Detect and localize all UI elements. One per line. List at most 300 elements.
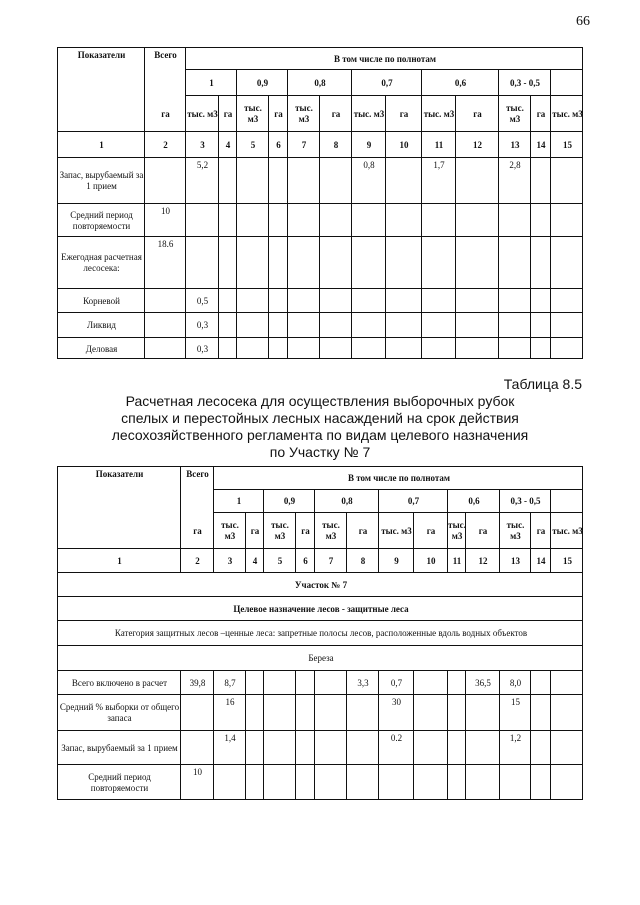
header-thous-m3: тыс. м3 bbox=[322, 520, 340, 541]
data-cell bbox=[531, 313, 551, 338]
grid-line bbox=[351, 312, 352, 337]
grid-line bbox=[413, 730, 414, 764]
header-ha: га bbox=[250, 525, 260, 536]
grid-line bbox=[385, 312, 386, 337]
caption-line: по Участку № 7 bbox=[269, 444, 371, 460]
grid-line bbox=[413, 694, 414, 730]
data-cell bbox=[347, 731, 379, 765]
data-cell bbox=[551, 765, 584, 801]
data-cell bbox=[422, 338, 456, 360]
data-cell bbox=[456, 237, 499, 289]
data-cell bbox=[296, 731, 315, 765]
row-label: Деловая bbox=[85, 343, 118, 354]
data-cell bbox=[237, 289, 269, 313]
grid-line bbox=[346, 764, 347, 800]
column-number: 3 bbox=[227, 555, 233, 566]
data-cell bbox=[237, 158, 269, 204]
data-cell bbox=[246, 695, 264, 731]
row-label: Средний % выборки от общего запаса bbox=[59, 702, 180, 723]
grid-line bbox=[180, 730, 181, 764]
grid-line bbox=[236, 203, 237, 236]
grid-line bbox=[421, 203, 422, 236]
grid-line bbox=[185, 236, 186, 288]
header-ha: га bbox=[193, 525, 202, 536]
data-cell bbox=[269, 158, 288, 204]
column-number: 7 bbox=[328, 555, 334, 566]
data-cell bbox=[414, 671, 448, 695]
grid-line bbox=[351, 288, 352, 312]
data-cell bbox=[352, 338, 386, 360]
column-number: 8 bbox=[333, 139, 339, 150]
grid-line bbox=[319, 157, 320, 203]
header-thous-m3: тыс. м3 bbox=[353, 108, 385, 119]
header-density: 0,9 bbox=[256, 77, 269, 88]
grid-line bbox=[530, 312, 531, 337]
header-thous-m3: тыс. м3 bbox=[423, 108, 455, 119]
grid-line bbox=[319, 312, 320, 337]
data-cell bbox=[456, 158, 499, 204]
grid-line bbox=[499, 730, 500, 764]
data-cell bbox=[551, 695, 584, 731]
data-cell bbox=[219, 338, 237, 360]
data-cell: 16 bbox=[225, 697, 235, 707]
header-density: 1 bbox=[209, 77, 214, 88]
grid-line bbox=[185, 337, 186, 359]
grid-line bbox=[530, 157, 531, 203]
grid-line bbox=[385, 157, 386, 203]
header-thous-m3: тыс. м3 bbox=[506, 520, 525, 541]
grid-line bbox=[498, 337, 499, 359]
header-thous-m3: тыс. м3 bbox=[506, 103, 524, 124]
grid-line bbox=[144, 157, 145, 203]
column-number: 9 bbox=[394, 555, 399, 566]
grid-line bbox=[499, 764, 500, 800]
data-cell: 1,7 bbox=[433, 160, 445, 170]
grid-line bbox=[385, 236, 386, 288]
grid-line bbox=[465, 670, 466, 694]
grid-line bbox=[295, 764, 296, 800]
data-cell bbox=[288, 338, 320, 360]
data-cell bbox=[237, 338, 269, 360]
header-thous-m3: тыс. м3 bbox=[271, 520, 289, 541]
grid-line bbox=[236, 236, 237, 288]
data-cell bbox=[320, 158, 352, 204]
data-cell bbox=[288, 237, 320, 289]
grid-line bbox=[530, 764, 531, 800]
data-cell bbox=[237, 237, 269, 289]
data-cell bbox=[264, 671, 296, 695]
data-cell bbox=[269, 237, 288, 289]
grid-line bbox=[455, 288, 456, 312]
grid-line bbox=[287, 312, 288, 337]
column-number: 7 bbox=[301, 139, 307, 150]
header-indicators: Показатели bbox=[77, 50, 126, 60]
column-number: 13 bbox=[510, 139, 520, 150]
data-cell bbox=[414, 765, 448, 801]
grid-line bbox=[550, 288, 551, 312]
data-cell bbox=[531, 695, 551, 731]
header-density: 0,6 bbox=[454, 77, 467, 88]
section-row: Участок № 7 bbox=[294, 579, 348, 590]
caption-line: спелых и перестойных лесных насаждений на срок действия bbox=[121, 410, 519, 426]
data-cell bbox=[386, 237, 422, 289]
data-cell bbox=[531, 204, 551, 237]
grid-line bbox=[498, 236, 499, 288]
column-number: 14 bbox=[536, 555, 546, 566]
grid-line bbox=[268, 337, 269, 359]
table-2 bbox=[57, 466, 583, 800]
grid-line bbox=[550, 694, 551, 730]
section-row: Категория защитных лесов –ценные леса: запретные полосы лесов, расположенные вдоль водных объектов bbox=[114, 628, 528, 638]
data-cell bbox=[186, 237, 219, 289]
data-cell bbox=[186, 204, 219, 237]
data-cell bbox=[531, 237, 551, 289]
data-cell bbox=[551, 237, 584, 289]
data-cell bbox=[456, 289, 499, 313]
grid-line bbox=[185, 157, 186, 203]
data-cell bbox=[531, 338, 551, 360]
data-cell bbox=[320, 204, 352, 237]
column-number: 9 bbox=[366, 139, 372, 150]
grid-line bbox=[236, 312, 237, 337]
grid-line bbox=[218, 157, 219, 203]
data-cell bbox=[237, 313, 269, 338]
data-cell: 0,3 bbox=[196, 320, 209, 330]
grid-line bbox=[268, 236, 269, 288]
grid-line bbox=[236, 288, 237, 312]
grid-line bbox=[550, 312, 551, 337]
data-cell bbox=[551, 313, 584, 338]
grid-line bbox=[498, 203, 499, 236]
header-by-density: В том числе по полнотам bbox=[333, 53, 437, 64]
grid-line bbox=[413, 670, 414, 694]
data-cell bbox=[386, 313, 422, 338]
data-cell bbox=[296, 695, 315, 731]
data-cell bbox=[219, 289, 237, 313]
column-number: 1 bbox=[117, 555, 122, 566]
data-cell bbox=[422, 289, 456, 313]
grid-line bbox=[550, 157, 551, 203]
header-ha: га bbox=[399, 108, 409, 119]
grid-line bbox=[499, 670, 500, 694]
row-label: Ежегодная расчетная лесосека: bbox=[61, 252, 142, 273]
grid-line bbox=[530, 203, 531, 236]
data-cell bbox=[499, 338, 531, 360]
data-cell bbox=[288, 158, 320, 204]
grid-line bbox=[378, 764, 379, 800]
section-row: Целевое назначение лесов - защитные леса bbox=[233, 603, 409, 614]
data-cell bbox=[422, 237, 456, 289]
data-cell bbox=[448, 765, 466, 801]
header-thous-m3: тыс. м3 bbox=[381, 525, 412, 536]
header-density: 0,8 bbox=[341, 496, 353, 506]
caption-line: лесохозяйственного регламента по видам целевого назначения bbox=[111, 427, 529, 443]
grid-line bbox=[378, 730, 379, 764]
header-ha: га bbox=[358, 525, 368, 536]
grid-line bbox=[314, 730, 315, 764]
grid-line bbox=[530, 236, 531, 288]
column-number: 11 bbox=[434, 139, 444, 150]
data-cell bbox=[246, 731, 264, 765]
data-cell bbox=[296, 671, 315, 695]
header-ha: га bbox=[473, 108, 482, 119]
grid-line bbox=[263, 670, 264, 694]
data-cell bbox=[145, 313, 186, 338]
header-thous-m3: тыс. м3 bbox=[295, 103, 313, 124]
data-cell bbox=[237, 204, 269, 237]
data-cell: 0,3 bbox=[196, 343, 209, 354]
grid-line bbox=[530, 288, 531, 312]
grid-line bbox=[447, 694, 448, 730]
data-cell bbox=[466, 695, 500, 731]
grid-line bbox=[319, 288, 320, 312]
data-cell bbox=[466, 731, 500, 765]
grid-line bbox=[351, 236, 352, 288]
grid-line bbox=[351, 203, 352, 236]
header-density: 0,7 bbox=[407, 496, 420, 506]
grid-line bbox=[498, 288, 499, 312]
grid-line bbox=[465, 730, 466, 764]
header-indicators: Показатели bbox=[95, 469, 144, 479]
data-cell bbox=[531, 765, 551, 801]
data-cell: 10 bbox=[193, 767, 202, 777]
data-cell: 1,2 bbox=[509, 733, 522, 743]
grid-line bbox=[385, 288, 386, 312]
data-cell bbox=[315, 765, 347, 801]
section-row: Береза bbox=[308, 653, 334, 663]
data-cell: 18.6 bbox=[157, 239, 174, 249]
grid-line bbox=[499, 694, 500, 730]
grid-line bbox=[180, 694, 181, 730]
header-thous-m3: тыс. м3 bbox=[187, 108, 218, 119]
data-cell bbox=[386, 289, 422, 313]
data-cell bbox=[347, 695, 379, 731]
grid-line bbox=[218, 203, 219, 236]
grid-line bbox=[287, 203, 288, 236]
grid-line bbox=[351, 157, 352, 203]
column-number: 12 bbox=[478, 555, 488, 566]
column-number: 15 bbox=[563, 555, 572, 566]
data-cell bbox=[531, 671, 551, 695]
header-thous-m3: тыс. м3 bbox=[552, 525, 583, 536]
row-label: Всего включено в расчет bbox=[71, 677, 168, 688]
grid-line bbox=[550, 670, 551, 694]
data-cell bbox=[531, 289, 551, 313]
header-density: 1 bbox=[236, 496, 242, 506]
data-cell bbox=[448, 671, 466, 695]
data-cell bbox=[499, 204, 531, 237]
data-cell bbox=[320, 313, 352, 338]
grid-line bbox=[268, 312, 269, 337]
data-cell bbox=[219, 313, 237, 338]
grid-line bbox=[185, 312, 186, 337]
grid-line bbox=[550, 764, 551, 800]
column-number: 15 bbox=[563, 139, 572, 150]
grid-line bbox=[185, 288, 186, 312]
grid-line bbox=[263, 764, 264, 800]
grid-line bbox=[218, 236, 219, 288]
data-cell bbox=[347, 765, 379, 801]
table-caption bbox=[60, 393, 580, 461]
grid-line bbox=[319, 236, 320, 288]
data-cell bbox=[320, 338, 352, 360]
grid-line bbox=[319, 203, 320, 236]
grid-line bbox=[287, 288, 288, 312]
data-cell bbox=[288, 313, 320, 338]
grid-line bbox=[213, 694, 214, 730]
grid-line bbox=[530, 337, 531, 359]
grid-line bbox=[455, 312, 456, 337]
data-cell bbox=[386, 338, 422, 360]
data-cell bbox=[352, 313, 386, 338]
grid-line bbox=[455, 337, 456, 359]
data-cell bbox=[466, 765, 500, 801]
data-cell bbox=[422, 313, 456, 338]
data-cell bbox=[448, 731, 466, 765]
grid-line bbox=[180, 670, 181, 694]
grid-line bbox=[263, 730, 264, 764]
grid-line bbox=[144, 288, 145, 312]
grid-line bbox=[245, 730, 246, 764]
grid-line bbox=[245, 694, 246, 730]
grid-line bbox=[465, 694, 466, 730]
data-cell: 39,8 bbox=[189, 677, 206, 688]
data-cell: 2,8 bbox=[509, 160, 521, 170]
data-cell bbox=[456, 204, 499, 237]
grid-line bbox=[498, 157, 499, 203]
data-cell bbox=[219, 158, 237, 204]
grid-line bbox=[455, 203, 456, 236]
grid-line bbox=[351, 337, 352, 359]
header-density: 0,7 bbox=[381, 77, 393, 88]
column-number: 5 bbox=[277, 555, 283, 566]
grid-line bbox=[346, 730, 347, 764]
grid-line bbox=[295, 694, 296, 730]
header-ha: га bbox=[274, 108, 283, 119]
grid-line bbox=[378, 694, 379, 730]
grid-line bbox=[447, 764, 448, 800]
grid-line bbox=[413, 764, 414, 800]
data-cell: 0,8 bbox=[363, 160, 375, 170]
header-ha: га bbox=[536, 525, 546, 536]
data-cell bbox=[414, 695, 448, 731]
data-cell bbox=[352, 237, 386, 289]
grid-line bbox=[268, 203, 269, 236]
grid-line bbox=[144, 236, 145, 288]
grid-line bbox=[447, 670, 448, 694]
data-cell bbox=[531, 731, 551, 765]
data-cell: 10 bbox=[161, 206, 170, 216]
grid-line bbox=[295, 730, 296, 764]
data-cell bbox=[219, 237, 237, 289]
row-label: Ликвид bbox=[87, 320, 116, 330]
grid-line bbox=[287, 337, 288, 359]
header-density: 0,8 bbox=[314, 77, 326, 88]
data-cell bbox=[551, 204, 584, 237]
data-cell bbox=[499, 313, 531, 338]
grid-line bbox=[185, 203, 186, 236]
grid-line bbox=[218, 288, 219, 312]
data-cell bbox=[219, 204, 237, 237]
data-cell bbox=[181, 731, 214, 765]
data-cell: 0,5 bbox=[196, 295, 209, 306]
grid-line bbox=[530, 670, 531, 694]
column-number: 13 bbox=[511, 555, 520, 566]
grid-line bbox=[218, 312, 219, 337]
data-cell bbox=[456, 338, 499, 360]
column-number: 6 bbox=[303, 555, 308, 566]
data-cell bbox=[315, 731, 347, 765]
grid-line bbox=[287, 236, 288, 288]
header-thous-m3: тыс. м3 bbox=[244, 103, 262, 124]
grid-line bbox=[378, 670, 379, 694]
data-cell: 8,0 bbox=[509, 677, 522, 688]
data-cell bbox=[386, 158, 422, 204]
data-cell bbox=[448, 695, 466, 731]
grid-line bbox=[421, 288, 422, 312]
data-cell bbox=[500, 765, 531, 801]
data-cell bbox=[422, 204, 456, 237]
data-cell bbox=[264, 731, 296, 765]
column-number: 4 bbox=[225, 139, 231, 150]
row-label: Запас, вырубаемый за 1 прием bbox=[61, 742, 178, 753]
data-cell bbox=[145, 338, 186, 360]
grid-line bbox=[530, 730, 531, 764]
data-cell bbox=[531, 158, 551, 204]
grid-line bbox=[213, 764, 214, 800]
grid-line bbox=[421, 312, 422, 337]
grid-line bbox=[314, 694, 315, 730]
header-thous-m3: тыс. м3 bbox=[448, 520, 466, 541]
data-cell: 0.2 bbox=[390, 733, 403, 743]
data-cell bbox=[296, 765, 315, 801]
data-cell bbox=[551, 671, 584, 695]
grid-line bbox=[144, 312, 145, 337]
column-number: 10 bbox=[426, 555, 436, 566]
data-cell bbox=[499, 237, 531, 289]
header-ha: га bbox=[161, 108, 170, 119]
data-cell bbox=[551, 338, 584, 360]
header-ha: га bbox=[301, 525, 310, 536]
data-cell bbox=[246, 765, 264, 801]
column-number: 4 bbox=[252, 555, 258, 566]
grid-line bbox=[295, 670, 296, 694]
column-number: 5 bbox=[250, 139, 256, 150]
grid-line bbox=[447, 730, 448, 764]
data-cell bbox=[269, 338, 288, 360]
grid-line bbox=[346, 694, 347, 730]
data-cell bbox=[379, 765, 414, 801]
grid-line bbox=[421, 337, 422, 359]
header-thous-m3: тыс. м3 bbox=[552, 108, 583, 119]
data-cell: 1,4 bbox=[224, 733, 236, 743]
column-number: 8 bbox=[360, 555, 366, 566]
grid-line bbox=[319, 337, 320, 359]
grid-line bbox=[421, 236, 422, 288]
data-cell bbox=[264, 695, 296, 731]
data-cell bbox=[264, 765, 296, 801]
page-number: 66 bbox=[576, 14, 590, 29]
data-cell bbox=[288, 204, 320, 237]
column-number: 12 bbox=[473, 139, 482, 150]
grid-line bbox=[268, 157, 269, 203]
column-number: 2 bbox=[163, 139, 168, 150]
grid-line bbox=[144, 203, 145, 236]
data-cell: 3,3 bbox=[357, 677, 369, 688]
grid-line bbox=[385, 337, 386, 359]
grid-line bbox=[245, 764, 246, 800]
data-cell bbox=[320, 237, 352, 289]
